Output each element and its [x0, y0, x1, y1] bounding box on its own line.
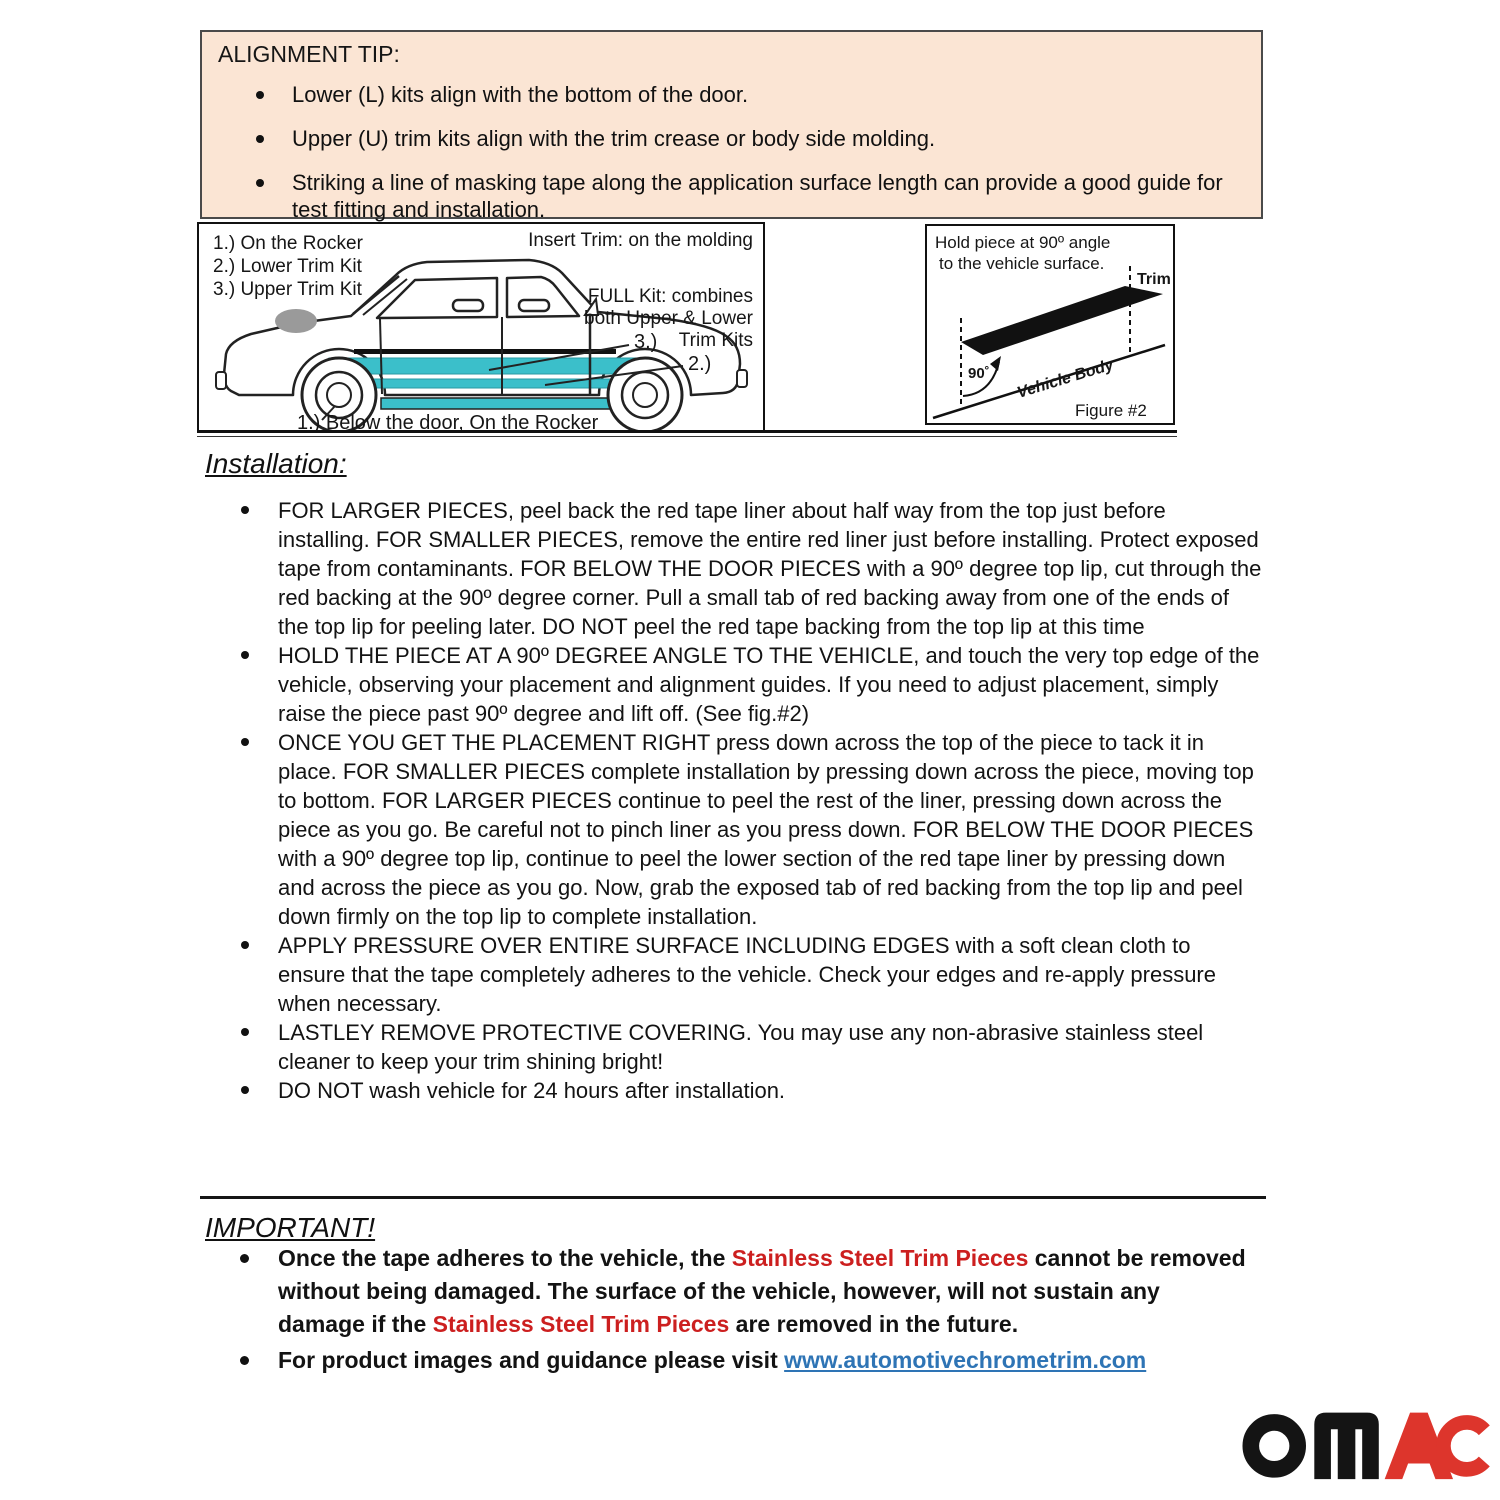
- important-text: For product images and guidance please visit: [278, 1347, 785, 1373]
- fender-marker: [275, 309, 317, 333]
- diagram-underline-rule: [197, 430, 1177, 437]
- important-notes: [278, 1242, 1246, 1380]
- tip-bullet: Striking a line of masking tape along the application surface length can provide a good guide for test fitting and installation.: [292, 169, 1241, 223]
- figure2-caption-1: Hold piece at 90º angle: [935, 233, 1111, 252]
- insert-trim-note: Insert Trim: on the molding: [528, 230, 753, 251]
- tip-bullet: Upper (U) trim kits align with the trim crease or body side molding.: [292, 125, 1241, 152]
- car-trim-diagram: [197, 222, 765, 432]
- rear-wheel: [608, 358, 682, 430]
- rocker-trim-band: [381, 398, 611, 409]
- callout-lower-label: 2.): [688, 353, 712, 375]
- legend-line-1: 1.) On the Rocker: [213, 233, 363, 254]
- install-step: DO NOT wash vehicle for 24 hours after installation.: [278, 1076, 1262, 1105]
- full-kit-note-2: both Upper & Lower: [584, 308, 753, 329]
- figure2-caption-2: to the vehicle surface.: [939, 254, 1105, 273]
- important-note: [278, 1242, 1246, 1341]
- trim-piece: [961, 286, 1163, 355]
- stainless-steel-highlight: Stainless Steel Trim Pieces: [731, 1245, 1029, 1271]
- important-note: [278, 1344, 1246, 1377]
- installation-heading: Installation:: [205, 448, 347, 479]
- alignment-tip-title: ALIGNMENT TIP:: [218, 41, 400, 67]
- upper-molding-line: [354, 349, 616, 354]
- important-text: are removed in the future.: [729, 1311, 1019, 1337]
- install-step: LASTLEY REMOVE PROTECTIVE COVERING. You may use any non-abrasive stainless steel cleaner to keep your trim shining bright!: [278, 1018, 1262, 1076]
- install-step: ONCE YOU GET THE PLACEMENT RIGHT press down across the top of the piece to tack it in place. FOR SMALLER PIECES complete installation by pressing down across the piece, moving top to bottom. FOR LARGER PIECES continue to peel the rest of the liner, pressing down across the piece as you go. Be careful not to pinch liner as you press down. FOR BELOW THE DOOR PIECES with a 90º degree top lip, continue to peel the lower section of the red tape liner by pressing down and across the piece as you go. Now, grab the exposed tab of red backing from the top lip and peel down firmly on the top lip to complete installation.: [278, 728, 1262, 931]
- logo-letter-o: [1251, 1422, 1298, 1469]
- figure2-svg: [927, 226, 1173, 423]
- omac-logo-svg: [1242, 1400, 1498, 1484]
- important-text: Once the tape adheres to the vehicle, the: [278, 1245, 732, 1271]
- upper-trim-band: [329, 358, 651, 374]
- alignment-tip-list: [202, 81, 1261, 223]
- lower-trim-band: [329, 379, 651, 388]
- angle-label: 90˚: [968, 365, 990, 382]
- callout-upper-label: 3.): [634, 331, 658, 353]
- trim-label: Trim: [1137, 271, 1171, 288]
- full-kit-note-3: Trim Kits: [678, 330, 753, 351]
- legend-line-3: 3.) Upper Trim Kit: [213, 279, 362, 300]
- tip-bullet: Lower (L) kits align with the bottom of the door.: [292, 81, 1241, 108]
- stainless-steel-highlight: Stainless Steel Trim Pieces: [432, 1311, 730, 1337]
- figure-label: Figure #2: [1075, 401, 1147, 420]
- install-step: FOR LARGER PIECES, peel back the red tape liner about half way from the top just before installing. FOR SMALLER PIECES, remove the entire red liner just before installing. Protect exposed tape from contaminants. FOR BELOW THE DOOR PIECES with a 90º degree top lip, cut through the red backing at the 90º degree corner. Pull a small tab of red backing away from one of the ends of the top lip for peeling later. DO NOT peel the red tape backing from the top lip at this time: [278, 498, 1262, 639]
- important-text: cannot be removed without being damaged. The surface of the vehicle, however, will not sustain any damage if the: [278, 1245, 1246, 1337]
- logo-letter-c: [1443, 1422, 1484, 1469]
- rear-door-handle: [519, 300, 549, 311]
- rear-bumper: [737, 370, 747, 387]
- full-kit-note-1: FULL Kit: combines: [587, 286, 753, 307]
- install-step: APPLY PRESSURE OVER ENTIRE SURFACE INCLUDING EDGES with a soft clean cloth to ensure that the tape completely adheres to the vehicle. Check your edges and re-apply pressure when necessary.: [278, 931, 1262, 1018]
- arrowhead: [990, 356, 1001, 371]
- installation-steps: [278, 496, 1262, 1105]
- figure2-box: [925, 224, 1175, 425]
- legend-line-2: 2.) Lower Trim Kit: [213, 256, 362, 277]
- logo-letter-m: [1314, 1413, 1378, 1479]
- rocker-label: 1.) Below the door, On the Rocker: [297, 412, 599, 430]
- section-separator: [200, 1196, 1266, 1199]
- website-link[interactable]: www.automotivechrometrim.com: [784, 1347, 1147, 1373]
- front-bumper: [216, 372, 226, 389]
- omac-logo: [1242, 1400, 1498, 1484]
- important-heading: IMPORTANT!: [205, 1212, 376, 1243]
- alignment-tip-box: [200, 30, 1263, 222]
- vehicle-body-label: Vehicle Body: [1015, 356, 1116, 402]
- car-diagram-svg: [199, 224, 763, 430]
- front-door-handle: [453, 300, 483, 311]
- install-step: HOLD THE PIECE AT A 90º DEGREE ANGLE TO THE VEHICLE, and touch the very top edge of the vehicle, observing your placement and alignment guides. If you need to adjust placement, simply raise the piece past 90º degree and lift off. (See fig.#2): [278, 641, 1262, 728]
